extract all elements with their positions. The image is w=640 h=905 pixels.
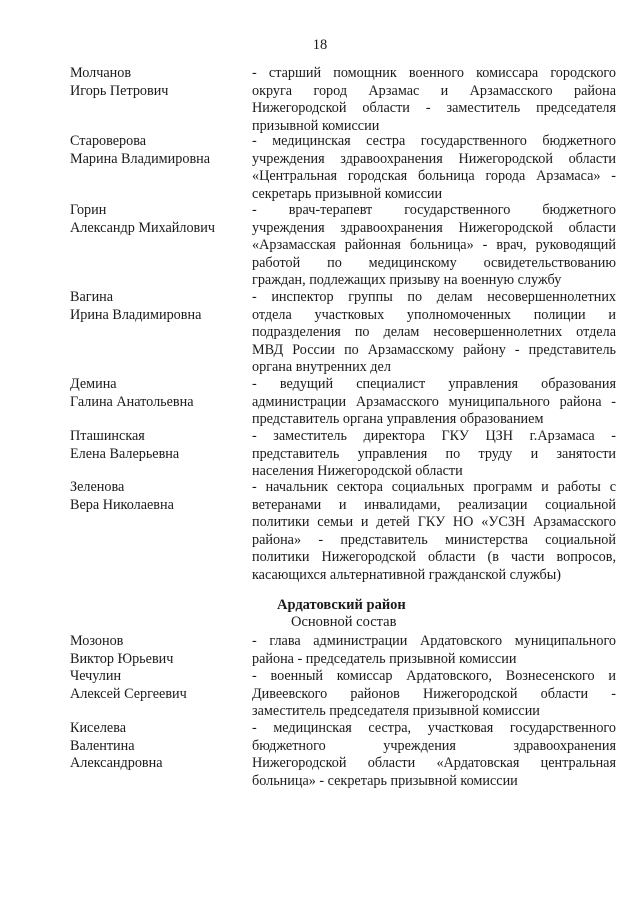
member-role	[252, 289, 616, 377]
member-name: Молчанов Игорь Петрович	[70, 65, 169, 99]
role-line: представитель органа управления образованием	[252, 411, 544, 428]
member-name: Пташинская Елена Валерьевна	[70, 428, 180, 462]
role-line: - старший помощник военного комиссара городского	[252, 65, 616, 81]
member-name: Киселева Валентина Александровна	[70, 720, 163, 772]
member-role	[252, 376, 616, 429]
role-line: «Центральная городская больница города Арзамаса» -	[252, 168, 616, 185]
role-line: населения Нижегородской области	[252, 463, 463, 480]
role-line: ветеранами и инвалидами, реализации социальной	[252, 496, 616, 513]
role-line: «Арзамасская районная больница» - врач, руководящий	[252, 237, 616, 254]
role-line: Нижегородской области «Ардатовская центральная	[252, 755, 616, 772]
member-role	[252, 668, 616, 721]
member-role	[252, 479, 616, 585]
role-line: учреждения здравоохранения Нижегородской области	[252, 150, 616, 167]
role-line: - медицинская сестра, участковая государственного	[252, 720, 616, 736]
role-line: представитель управления по труду и занятости	[252, 445, 616, 462]
role-line: - заместитель директора ГКУ ЦЗН г.Арзамаса -	[252, 428, 616, 444]
member-name: Горин Александр Михайлович	[70, 202, 215, 236]
role-line: округа город Арзамас и Арзамасского района	[252, 82, 616, 99]
member-role	[252, 633, 616, 668]
section-subtitle: Основной состав	[291, 614, 397, 630]
member-name: Демина Галина Анатольевна	[70, 376, 194, 410]
member-name: Чечулин Алексей Сергеевич	[70, 668, 187, 702]
member-role	[252, 65, 616, 135]
role-line: работой по медицинскому освидетельствованию	[252, 254, 616, 271]
role-line: - военный комиссар Ардатовского, Вознесенского и	[252, 668, 616, 684]
member-name: Вагина Ирина Владимировна	[70, 289, 202, 323]
page-number: 18	[312, 37, 328, 53]
role-line: политики Нижегородской области (в части вопросов,	[252, 549, 616, 566]
role-line: - глава администрации Ардатовского муниципального	[252, 633, 616, 649]
role-line: касающихся альтернативной гражданской службы)	[252, 566, 561, 583]
role-line: - инспектор группы по делам несовершеннолетних	[252, 289, 616, 305]
role-line: - медицинская сестра государственного бюджетного	[252, 133, 616, 149]
role-line: секретарь призывной комиссии	[252, 185, 443, 202]
member-name: Староверова Марина Владимировна	[70, 133, 211, 167]
role-line: подразделения по делам несовершеннолетних отдела	[252, 324, 616, 341]
role-line: - начальник сектора социальных программ и работы с	[252, 479, 616, 495]
role-line: - ведущий специалист управления образования	[252, 376, 616, 392]
role-line: бюджетного учреждения здравоохранения	[252, 737, 616, 754]
member-name: Зеленова Вера Николаевна	[70, 479, 174, 513]
role-line: призывной комиссии	[252, 117, 380, 134]
role-line: МВД России по Арзамасскому району - представитель	[252, 341, 616, 358]
role-line: района» - представитель министерства социальной	[252, 531, 616, 548]
role-line: Дивеевского районов Нижегородской области -	[252, 685, 616, 702]
role-line: Нижегородской области - заместитель председателя	[252, 100, 616, 117]
role-line: учреждения здравоохранения Нижегородской области	[252, 219, 616, 236]
member-role	[252, 720, 616, 790]
role-line: заместитель председателя призывной комиссии	[252, 703, 540, 720]
role-line: района - председатель призывной комиссии	[252, 650, 517, 667]
role-line: органа внутренних дел	[252, 359, 391, 376]
role-line: администрации Арзамасского муниципального района -	[252, 393, 616, 410]
member-role	[252, 202, 616, 290]
section-title: Ардатовский район	[277, 597, 406, 613]
role-line: политики семьи и детей ГКУ НО «УСЗН Арзамасского	[252, 514, 616, 531]
role-line: отдела участковых уполномоченных полиции и	[252, 306, 616, 323]
member-role	[252, 428, 616, 481]
member-name: Мозонов Виктор Юрьевич	[70, 633, 174, 667]
role-line: больница» - секретарь призывной комиссии	[252, 772, 518, 789]
role-line: граждан, подлежащих призыву на военную службу	[252, 272, 562, 289]
member-role	[252, 133, 616, 203]
role-line: - врач-терапевт государственного бюджетного	[252, 202, 616, 218]
